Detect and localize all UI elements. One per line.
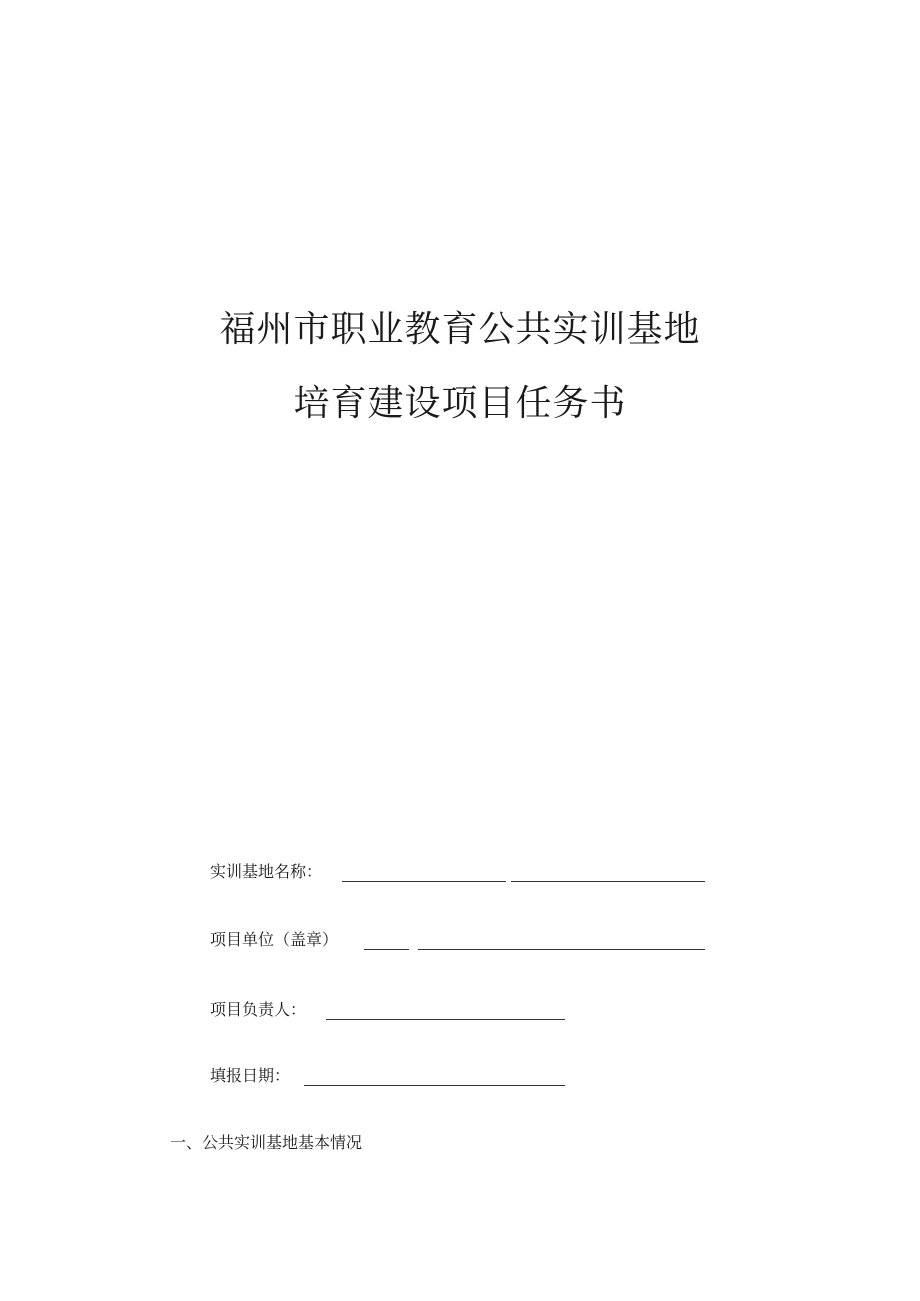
field-project-unit-blank-1[interactable] — [364, 949, 409, 950]
field-project-leader-label: 项目负责人： — [210, 1000, 307, 1019]
field-base-name-blank-2[interactable] — [511, 881, 705, 882]
field-fill-date-blank[interactable] — [304, 1085, 565, 1086]
document-title-line-1: 福州市职业教育公共实训基地 — [219, 309, 701, 350]
field-project-leader-blank[interactable] — [326, 1019, 565, 1020]
field-project-unit-blank-2[interactable] — [418, 949, 705, 950]
document-title-line-2: 培育建设项目任务书 — [293, 383, 627, 424]
field-base-name-label: 实训基地名称： — [210, 862, 323, 881]
section-heading-1: 一、公共实训基地基本情况 — [170, 1133, 363, 1152]
field-project-unit-label: 项目单位（盖章） — [210, 930, 339, 949]
field-base-name-blank-1[interactable] — [342, 881, 506, 882]
field-fill-date-label: 填报日期： — [210, 1066, 291, 1085]
